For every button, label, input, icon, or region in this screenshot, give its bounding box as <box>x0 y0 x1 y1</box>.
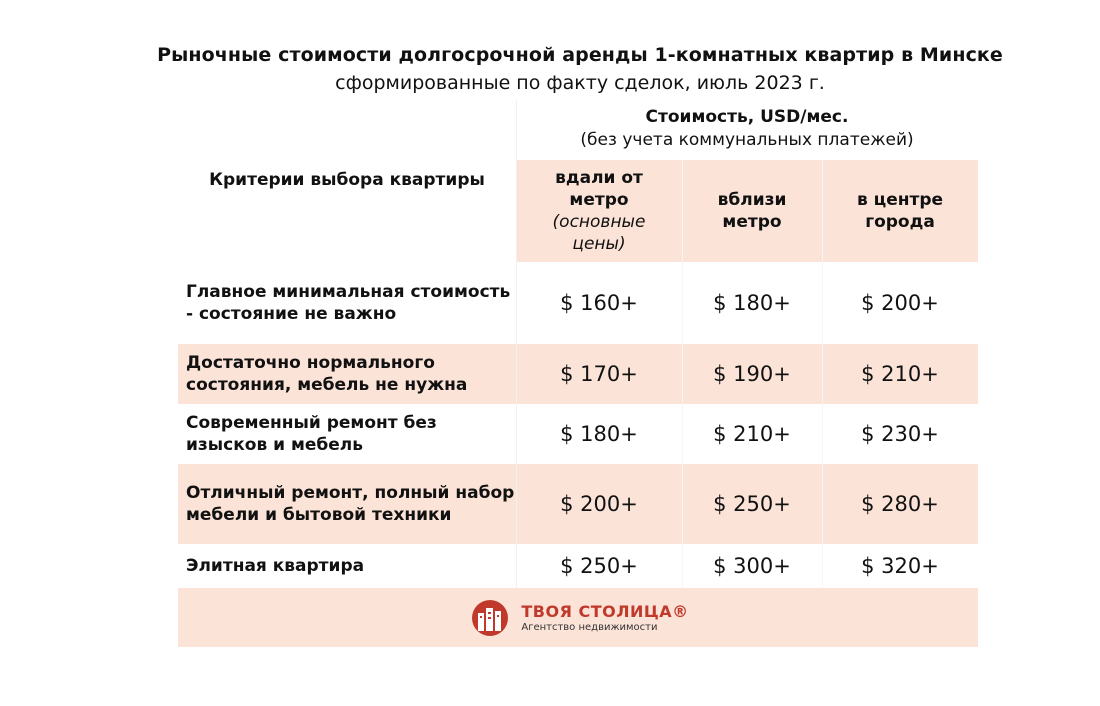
price-cell: $ 250+ <box>713 492 791 516</box>
column-divider <box>516 100 517 588</box>
price-cell: $ 210+ <box>713 422 791 446</box>
logo-tagline: Агентство недвижимости <box>521 622 658 633</box>
row-label-1: Главное минимальная стоимость - состояние не важно <box>186 282 511 324</box>
column-header-near-metro: вблизи метро <box>717 190 787 232</box>
column-divider <box>822 160 823 588</box>
criteria-header: Критерии выбора квартиры <box>209 170 485 190</box>
price-cell: $ 200+ <box>861 291 939 315</box>
column-divider <box>682 160 683 588</box>
building-logo-icon <box>467 599 513 637</box>
column-header-far-metro: вдали от метро (основные цены) <box>552 168 646 254</box>
column-header-city-center: в центре города <box>856 190 944 232</box>
price-cell: $ 250+ <box>560 554 638 578</box>
price-cell: $ 190+ <box>713 362 791 386</box>
price-cell: $ 320+ <box>861 554 939 578</box>
price-cell: $ 180+ <box>560 422 638 446</box>
logo-name: ТВОЯ СТОЛИЦА® <box>521 602 689 621</box>
price-cell: $ 210+ <box>861 362 939 386</box>
row-label-2: Достаточно нормального состояния, мебель не нужна <box>186 353 468 395</box>
logo-text <box>521 602 688 633</box>
price-cell: $ 200+ <box>560 492 638 516</box>
cost-label: Стоимость, USD/мес. <box>645 107 849 127</box>
price-cell: $ 180+ <box>713 291 791 315</box>
row-label-5: Элитная квартира <box>186 556 365 576</box>
price-cell: $ 160+ <box>560 291 638 315</box>
price-table <box>178 100 978 647</box>
cost-header <box>516 106 978 162</box>
price-cell: $ 280+ <box>861 492 939 516</box>
price-cell: $ 170+ <box>560 362 638 386</box>
logo-band <box>178 588 978 647</box>
price-cell: $ 300+ <box>713 554 791 578</box>
row-label-4: Отличный ремонт, полный набор мебели и бытовой техники <box>186 483 515 525</box>
price-cell: $ 230+ <box>861 422 939 446</box>
page-subtitle: сформированные по факту сделок, июль 2023 г. <box>335 72 825 94</box>
row-label-3: Современный ремонт без изысков и мебель <box>186 413 437 455</box>
cost-note: (без учета коммунальных платежей) <box>580 130 914 150</box>
page-title: Рыночные стоимости долгосрочной аренды 1-комнатных квартир в Минске <box>157 44 1003 66</box>
